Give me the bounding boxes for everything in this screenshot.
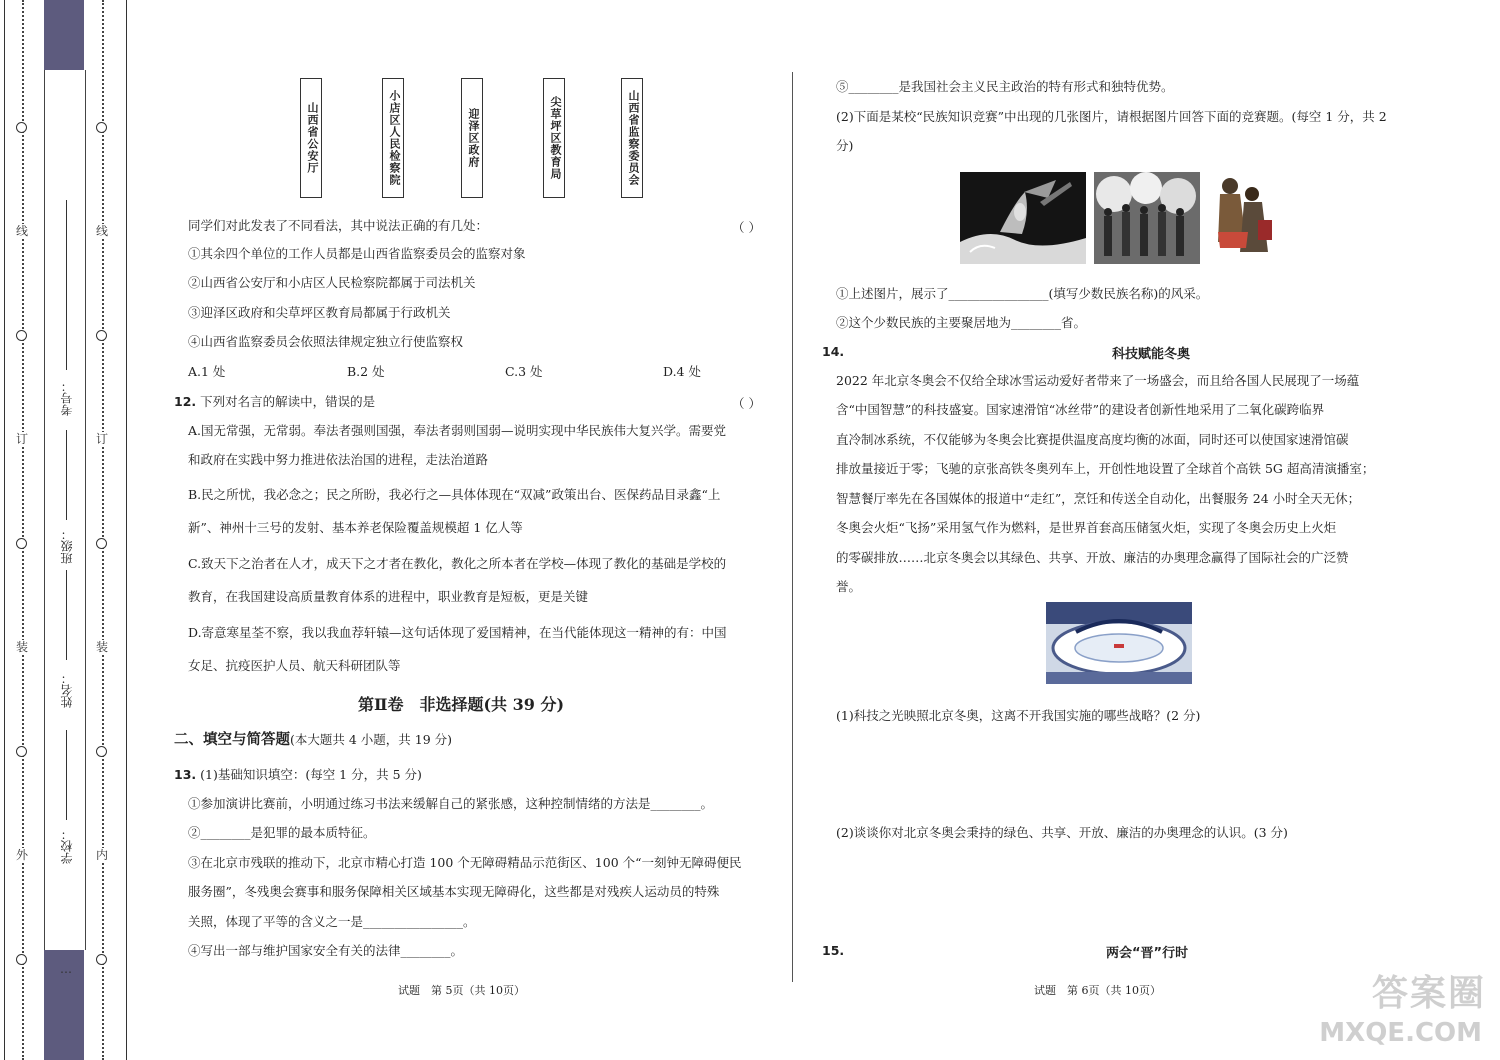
q13-head: (1)基础知识填空：(每空 1 分，共 5 分) [196, 767, 422, 782]
q13-part2-stem: (2)下面是某校“民族知识竞赛”中出现的几张图片，请根据图片回答下面的竞赛题。(每空 1 分，共 2 [836, 109, 1387, 124]
q13-blank-2[interactable]: ②________是犯罪的最本质特征。 [188, 825, 376, 840]
punch-circle [16, 330, 27, 341]
q12-option-a[interactable]: A.国无常强，无常弱。奉法者强则国强，奉法者弱则国弱—说明实现中华民族伟大复兴学。需要党 [188, 423, 727, 438]
sign-board: 小店区人民检察院 [382, 78, 404, 198]
exam-number-label: 考号： [60, 380, 74, 416]
q12-option-c-cont: 教育，在我国建设高质量教育体系的进程中，职业教育是短板，更是关键 [188, 589, 589, 604]
page-footer-right: 试题 第 6页（共 10页） [1034, 984, 1161, 997]
punch-circle [96, 538, 107, 549]
q12-option-a-cont: 和政府在实践中努力推进依法治国的进程，走法治道路 [188, 452, 489, 467]
outer-dotted-line [22, 0, 24, 1060]
page-footer-left: 试题 第 5页（共 10页） [398, 984, 525, 997]
margin-char: 线 [96, 224, 109, 238]
q13-number: 13. [174, 767, 197, 782]
margin-char: 线 [16, 224, 29, 238]
q14-passage-line: 直冷制冰系统，不仅能够为冬奥会比赛提供温度高度均衡的冰面，同时还可以使国家速滑馆碳 [836, 432, 1349, 447]
name-label: 姓名： [60, 672, 74, 708]
watermark-logo: 答案圈 [1371, 973, 1486, 1014]
q11-option-d[interactable]: D.4 处 [663, 364, 701, 379]
q13-part2-blank-2[interactable]: ②这个少数民族的主要聚居地为________省。 [836, 315, 1087, 330]
q12-text: 下列对名言的解读中，错误的是 [196, 394, 376, 409]
q13-part2-stem-cont: 分) [836, 138, 854, 153]
binding-margin [0, 0, 130, 1060]
sign-board: 迎泽区政府 [461, 78, 483, 198]
q14-passage-line: 排放量接近于零；飞驰的京张高铁冬奥列车上，开创性地设置了全球首个高铁 5G 超高清演播室； [836, 461, 1375, 476]
punch-circle [16, 122, 27, 133]
exam-number-input-line[interactable] [66, 200, 67, 370]
q13-blank-3-end[interactable]: 关照，体现了平等的含义之一是________________。 [188, 914, 476, 929]
sign-board: 山西省监察委员会 [621, 78, 643, 198]
q11-statement: ①其余四个单位的工作人员都是山西省监察委员会的监察对象 [188, 246, 526, 261]
q11-option-a[interactable]: A.1 处 [188, 364, 226, 379]
section2-heading [174, 732, 452, 748]
q14-passage-line: 誉。 [836, 579, 862, 594]
q14-passage-line: 智慧餐厅率先在各国媒体的报道中“走红”，烹饪和传送全自动化，出餐服务 24 小时全天无休； [836, 491, 1361, 506]
q13-blank-5[interactable]: ⑤________是我国社会主义民主政治的特有形式和独特优势。 [836, 79, 1174, 94]
inner-dotted-line [102, 0, 104, 1060]
q12-option-c[interactable]: C.致天下之治者在人才，成天下之才者在教化，教化之所本者在学校—体现了教化的基础是学校的 [188, 556, 727, 571]
q13-blank-1[interactable]: ①参加演讲比赛前，小明通过练习书法来缓解自己的紧张感，这种控制情绪的方法是________。 [188, 796, 714, 811]
margin-char: 装 [16, 640, 29, 654]
answer-bracket[interactable]: （ ） [732, 220, 761, 235]
punch-circle [96, 954, 107, 965]
q12-option-b-cont: 新”、神州十三号的发射、基本养老保险覆盖规模超 1 亿人等 [188, 520, 523, 535]
answer-bracket[interactable]: （ ） [732, 396, 761, 411]
q12-number: 12. [174, 394, 197, 409]
punch-circle [96, 746, 107, 757]
q13-blank-3: ③在北京市残联的推动下，北京市精心打造 100 个无障碍精品示范街区、100 个“一刻钟无障碍便民 [188, 855, 742, 870]
dance-photo-2 [1094, 172, 1200, 264]
q14-passage-line: 的零碳排放……北京冬奥会以其绿色、共享、开放、廉洁的办奥理念赢得了国际社会的广泛赞 [836, 550, 1349, 565]
q11-statement: ④山西省监察委员会依照法律规定独立行使监察权 [188, 334, 464, 349]
q14-number: 14. [822, 344, 845, 359]
sign-board: 山西省公安厅 [300, 78, 322, 198]
q11-statement: ③迎泽区政府和尖草坪区教育局都属于行政机关 [188, 305, 451, 320]
q14-passage-line: 含“中国智慧”的科技盛宴。国家速滑馆“冰丝带”的建设者创新性地采用了二氧化碳跨临界 [836, 402, 1325, 417]
margin-ellipsis: … [60, 962, 72, 976]
q13-blank-4[interactable]: ④写出一部与维护国家安全有关的法律________。 [188, 943, 464, 958]
student-info-column [44, 70, 86, 950]
q11-option-b[interactable]: B.2 处 [347, 364, 385, 379]
q14-passage-line: 2022 年北京冬奥会不仅给全球冰雪运动爱好者带来了一场盛会，而且给各国人民展现了一场蕴 [836, 373, 1360, 388]
margin-inner-border [126, 0, 127, 1060]
margin-char: 外 [16, 848, 29, 862]
q14-subquestion-2[interactable]: (2)谈谈你对北京冬奥会秉持的绿色、共享、开放、廉洁的办奥理念的认识。(3 分) [836, 825, 1288, 840]
watermark-url: MXQE.COM [1319, 1018, 1482, 1048]
name-input-line[interactable] [66, 570, 67, 660]
dance-photo-1 [960, 172, 1086, 264]
punch-circle [16, 538, 27, 549]
margin-char: 装 [96, 640, 109, 654]
q14-title: 科技赋能冬奥 [1112, 347, 1191, 362]
punch-circle [96, 330, 107, 341]
margin-char: 订 [96, 432, 109, 446]
q15-title: 两会“晋”行时 [1106, 946, 1189, 961]
q11-option-c[interactable]: C.3 处 [505, 364, 543, 379]
q14-subquestion-1[interactable]: (1)科技之光映照北京冬奥，这离不开我国实施的哪些战略？(2 分) [836, 708, 1201, 723]
speed-skating-oval-photo [1046, 602, 1192, 684]
part2-title: 第Ⅱ卷 非选择题(共 39 分) [358, 695, 565, 714]
class-label: 班级： [60, 528, 74, 564]
school-label: 学校： [60, 828, 74, 864]
q13-blank-3-cont: 服务圈”，冬残奥会赛事和服务保障相关区域基本实现无障碍化，这些都是对残疾人运动员的特殊 [188, 884, 720, 899]
q12-option-b[interactable]: B.民之所忧，我必念之；民之所盼，我必行之—具体体现在“双减”政策出台、医保药品目录鑫“上 [188, 487, 721, 502]
q13-part2-blank-1[interactable]: ①上述图片，展示了________________(填写少数民族名称)的风采。 [836, 286, 1209, 301]
q12-option-d-cont: 女足、抗疫医护人员、航天科研团队等 [188, 658, 401, 673]
class-input-line[interactable] [66, 430, 67, 520]
school-input-line[interactable] [66, 730, 67, 820]
q12-option-d[interactable]: D.寄意寒星荃不察，我以我血荐轩辕—这句话体现了爱国精神，在当代能体现这一精神的有：中国 [188, 625, 727, 640]
margin-header-bar [44, 0, 84, 70]
q14-passage-line: 冬奥会火炬“飞扬”采用氢气作为燃料，是世界首套高压储氢火炬，实现了冬奥会历史上火炬 [836, 520, 1337, 535]
q12-stem [174, 394, 375, 410]
dance-photo-3 [1208, 172, 1276, 264]
q11-stem: 同学们对此发表了不同看法，其中说法正确的有几处： [188, 218, 489, 233]
margin-char: 订 [16, 432, 29, 446]
punch-circle [16, 746, 27, 757]
page-divider [792, 72, 793, 982]
punch-circle [16, 954, 27, 965]
sign-board: 尖草坪区教育局 [543, 78, 565, 198]
q13-stem [174, 767, 422, 783]
q11-statement: ②山西省公安厅和小店区人民检察院都属于司法机关 [188, 275, 476, 290]
margin-outer-border [4, 0, 5, 1060]
section2-title: 二、填空与简答题 [174, 731, 290, 748]
section2-note: (本大题共 4 小题，共 19 分) [290, 732, 453, 747]
punch-circle [96, 122, 107, 133]
margin-char: 内 [96, 848, 109, 862]
q15-number: 15. [822, 943, 845, 958]
